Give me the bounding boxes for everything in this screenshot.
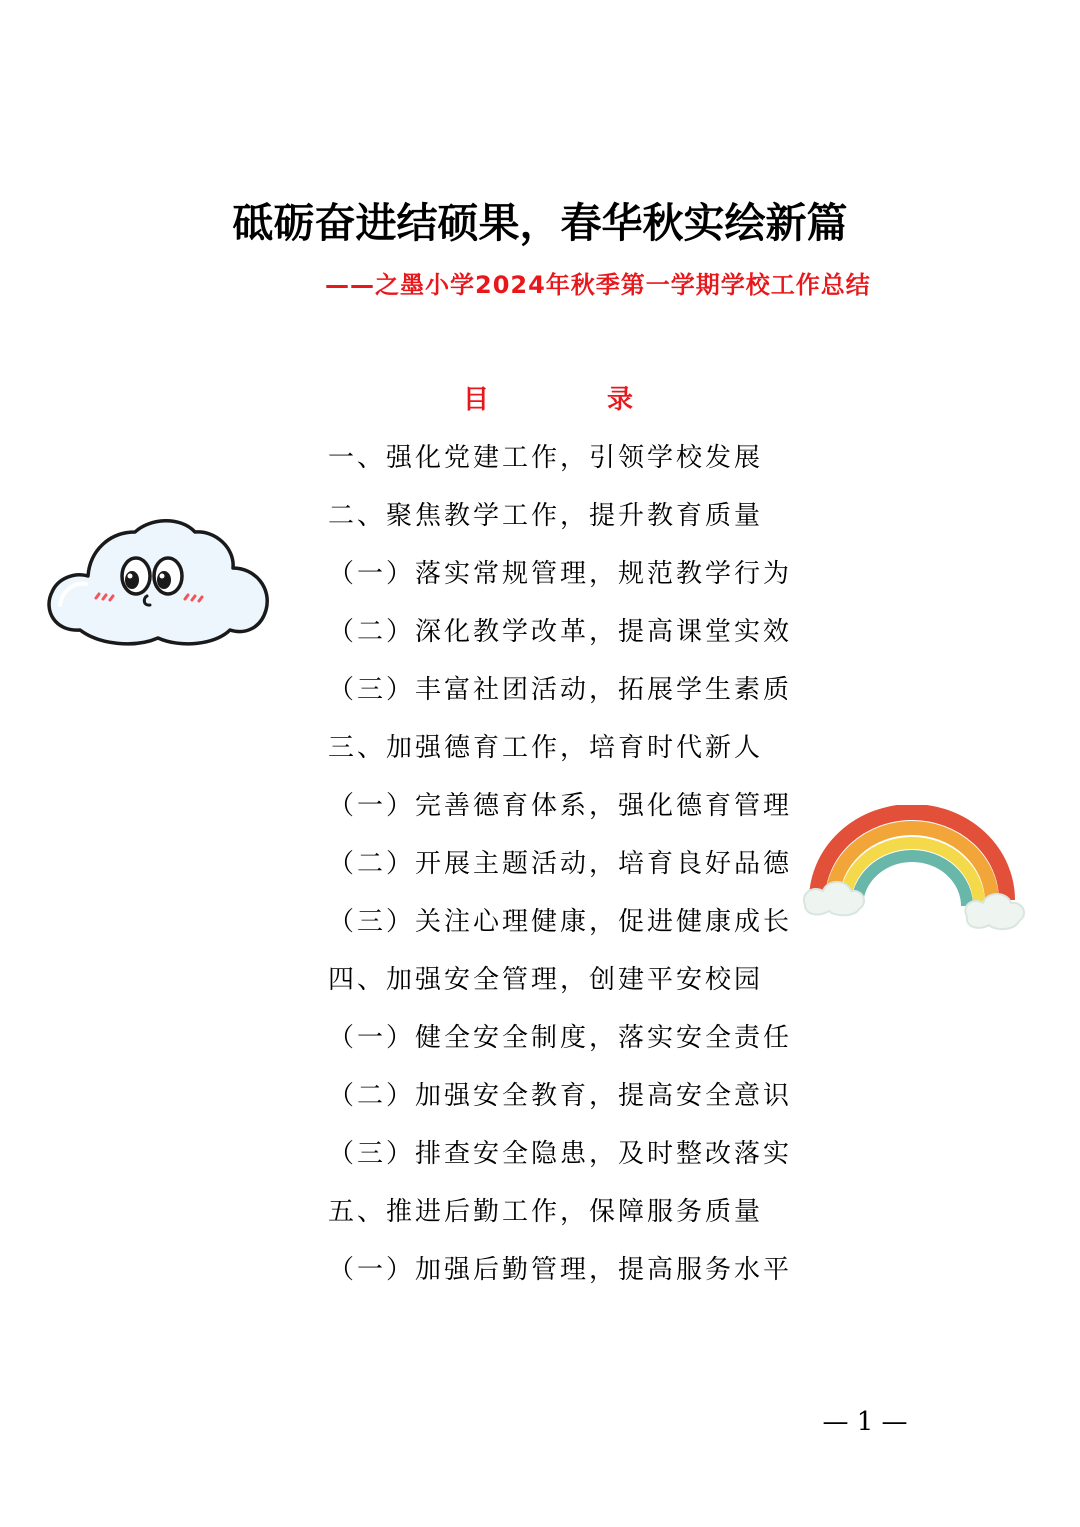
toc-item: （二）加强安全教育，提高安全意识 (328, 1081, 793, 1111)
toc-heading-left: 目 (463, 385, 490, 415)
toc-item: （一）完善德育体系，强化德育管理 (328, 791, 793, 821)
toc-item: 一、强化党建工作，引领学校发展 (328, 443, 764, 473)
toc-item: （三）排查安全隐患，及时整改落实 (328, 1139, 793, 1169)
toc-item: 三、加强德育工作，培育时代新人 (328, 733, 764, 763)
toc-item: 二、聚焦教学工作，提升教育质量 (328, 501, 764, 531)
toc-item: 五、推进后勤工作，保障服务质量 (328, 1197, 764, 1227)
rainbow-icon (795, 805, 1030, 950)
toc-item: （三）丰富社团活动，拓展学生素质 (328, 675, 793, 705)
toc-heading-right: 录 (607, 385, 634, 415)
toc-heading (463, 380, 663, 420)
toc-item: （一）加强后勤管理，提高服务水平 (328, 1255, 793, 1285)
cartoon-cloud-face-icon (40, 510, 275, 650)
document-subtitle: ——之墨小学2024年秋季第一学期学校工作总结 (325, 271, 871, 299)
page-number: — 1 — (822, 1407, 908, 1437)
toc-item: （三）关注心理健康，促进健康成长 (328, 907, 793, 937)
table-of-contents (328, 438, 792, 1308)
toc-item: （二）开展主题活动，培育良好品德 (328, 849, 793, 879)
toc-item: （二）深化教学改革，提高课堂实效 (328, 617, 793, 647)
toc-item: （一）健全安全制度，落实安全责任 (328, 1023, 793, 1053)
document-title: 砥砺奋进结硕果，春华秋实绘新篇 (232, 199, 848, 247)
toc-item: （一）落实常规管理，规范教学行为 (328, 559, 793, 589)
toc-item: 四、加强安全管理，创建平安校园 (328, 965, 764, 995)
